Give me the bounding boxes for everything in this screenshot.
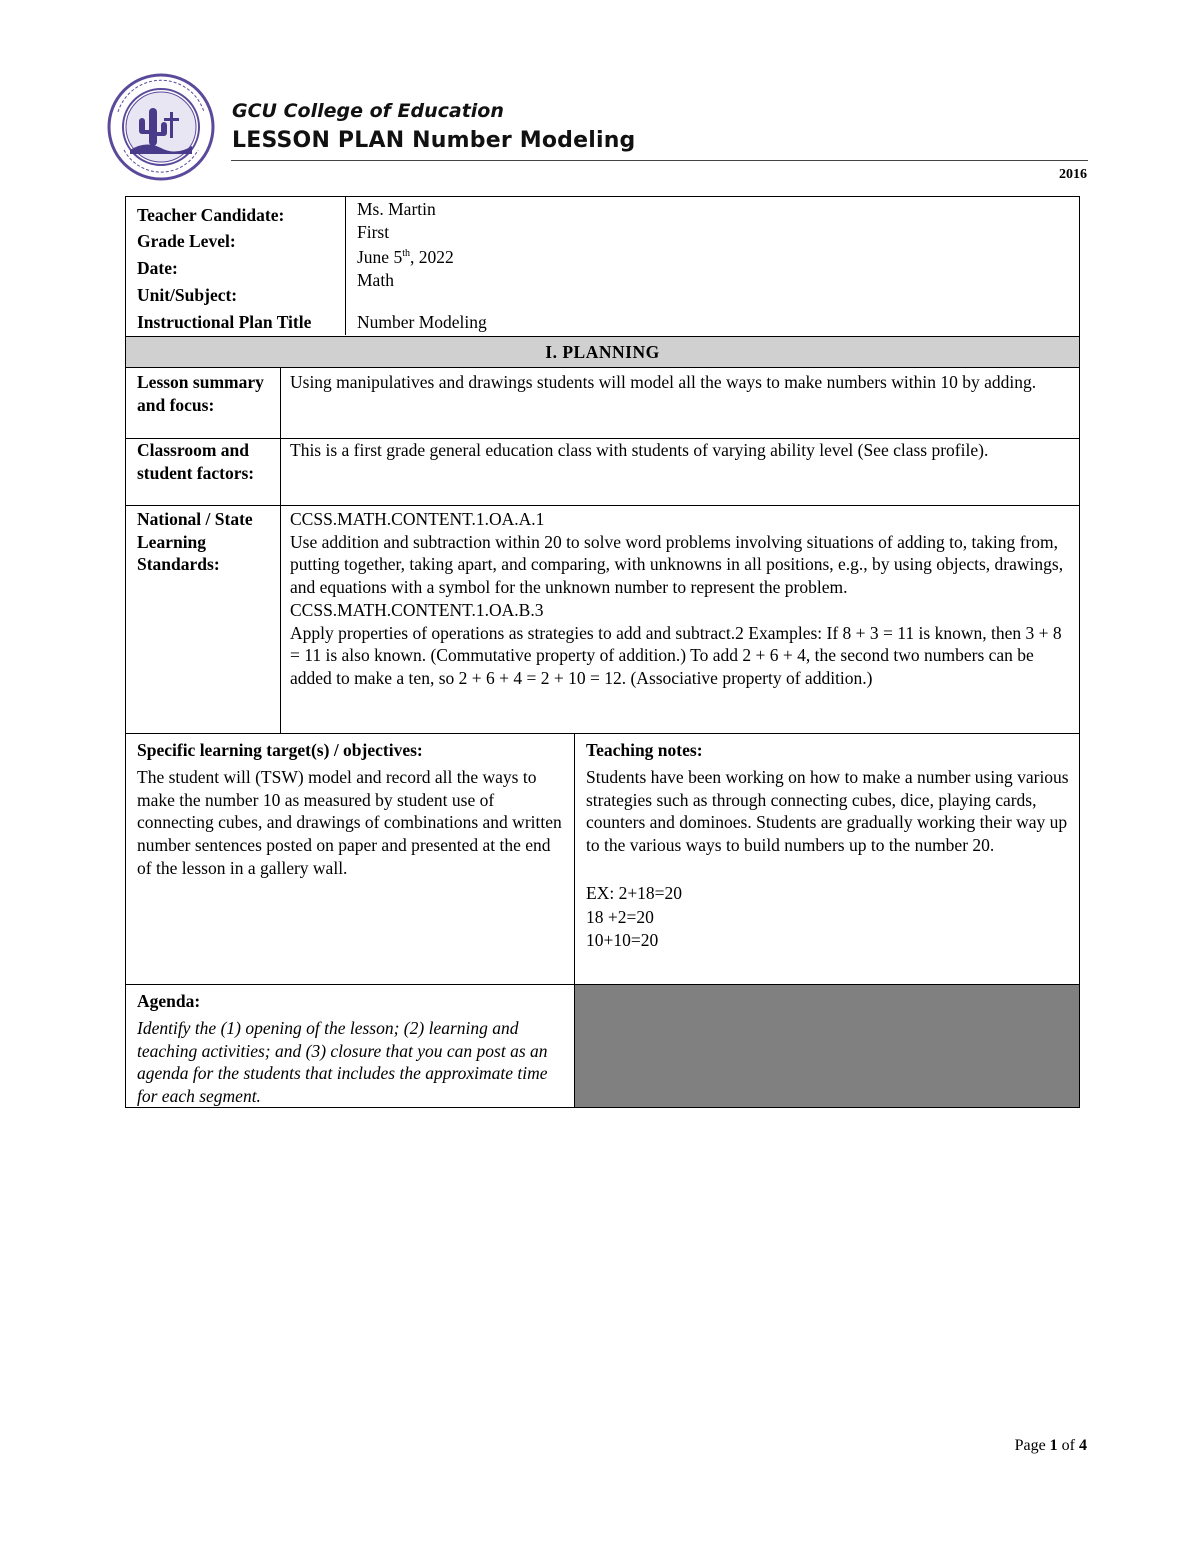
label-date: Date: xyxy=(137,258,178,278)
row-divider-3 xyxy=(125,733,1080,734)
info-labels xyxy=(137,203,311,336)
lesson-summary-label: Lesson summary and focus: xyxy=(137,372,264,415)
year-label: 2016 xyxy=(1059,167,1087,182)
example-2: 18 +2=20 xyxy=(586,906,654,927)
plan-title-value: Number Modeling xyxy=(357,312,487,332)
info-values xyxy=(357,198,454,292)
classroom-factors-label: Classroom and student factors: xyxy=(137,440,255,483)
lesson-summary-text: Using manipulatives and drawings students will model all the ways to make numbers within 10 by adding. xyxy=(290,372,1037,392)
college-name: GCU College of Education xyxy=(232,100,504,122)
agenda-heading: Agenda: xyxy=(137,991,201,1011)
label-teacher-candidate: Teacher Candidate: xyxy=(137,205,285,225)
agenda-text: Identify the (1) opening of the lesson; (2) learning and teaching activities; and (3) closure that you can post as an agenda for the students that includes the approximate time for each segment. xyxy=(137,1018,548,1107)
objectives-heading: Specific learning target(s) / objectives: xyxy=(137,740,423,760)
date-value: June 5th, 2022 xyxy=(357,247,454,268)
teaching-notes-heading: Teaching notes: xyxy=(586,740,703,760)
gcu-seal-logo xyxy=(106,72,216,182)
info-divider xyxy=(345,196,346,335)
standard-1-text: Use addition and subtraction within 20 to solve word problems involving situations of adding to, taking from, putting together, taking apart, and comparing, with unknowns in all positions, e.g., by using objects, drawings, and equations with a symbol for the unknown number to represent the problem. xyxy=(290,531,1064,598)
label-unit-subject: Unit/Subject: xyxy=(137,285,238,305)
agenda-shaded-cell xyxy=(575,985,1079,1107)
subject-value: Math xyxy=(357,269,394,290)
grade-value: First xyxy=(357,221,390,242)
standard-1-code: CCSS.MATH.CONTENT.1.OA.A.1 xyxy=(290,509,545,529)
standard-2-text: Apply properties of operations as strategies to add and subtract.2 Examples: If 8 + 3 = 11 is known, then 3 + 8 = 11 is also known. (Commutative property of addition.) To add 2 + 6 + 4, the second two numbers can be added to make a ten, so 2 + 6 + 4 = 2 + 10 = 12. (Associative property of addition.) xyxy=(290,622,1062,688)
standards-label: National / State Learning Standards: xyxy=(137,509,253,575)
classroom-factors-text: This is a first grade general education class with students of varying ability level (See class profile). xyxy=(290,440,989,460)
example-3: 10+10=20 xyxy=(586,930,659,950)
section-heading: I. PLANNING xyxy=(545,342,660,362)
teacher-value: Ms. Martin xyxy=(357,199,436,219)
page-number: Page 1 of 4 xyxy=(1014,1437,1087,1454)
row-divider-2 xyxy=(125,505,1080,506)
label-plan-title: Instructional Plan Title xyxy=(137,312,312,332)
standard-2-code: CCSS.MATH.CONTENT.1.OA.B.3 xyxy=(290,599,544,620)
header-divider xyxy=(231,160,1088,161)
teaching-examples xyxy=(586,882,682,953)
example-1: EX: 2+18=20 xyxy=(586,883,683,903)
label-column-divider xyxy=(280,368,281,733)
objectives-text: The student will (TSW) model and record all the ways to make the number 10 as measured by student use of connecting cubes, and drawings of combinations and written number sentences posted on paper and presented at the end of the lesson in a gallery wall. xyxy=(137,767,562,878)
lesson-plan-title: LESSON PLAN Number Modeling xyxy=(232,128,636,153)
teaching-notes-text: Students have been working on how to make a number using various strategies such as through connecting cubes, dice, playing cards, counters and dominoes. Students are gradually working their way up to the various ways to build numbers up to the number 20. xyxy=(586,767,1069,856)
label-grade-level: Grade Level: xyxy=(137,231,236,251)
standards-block xyxy=(290,508,1072,690)
